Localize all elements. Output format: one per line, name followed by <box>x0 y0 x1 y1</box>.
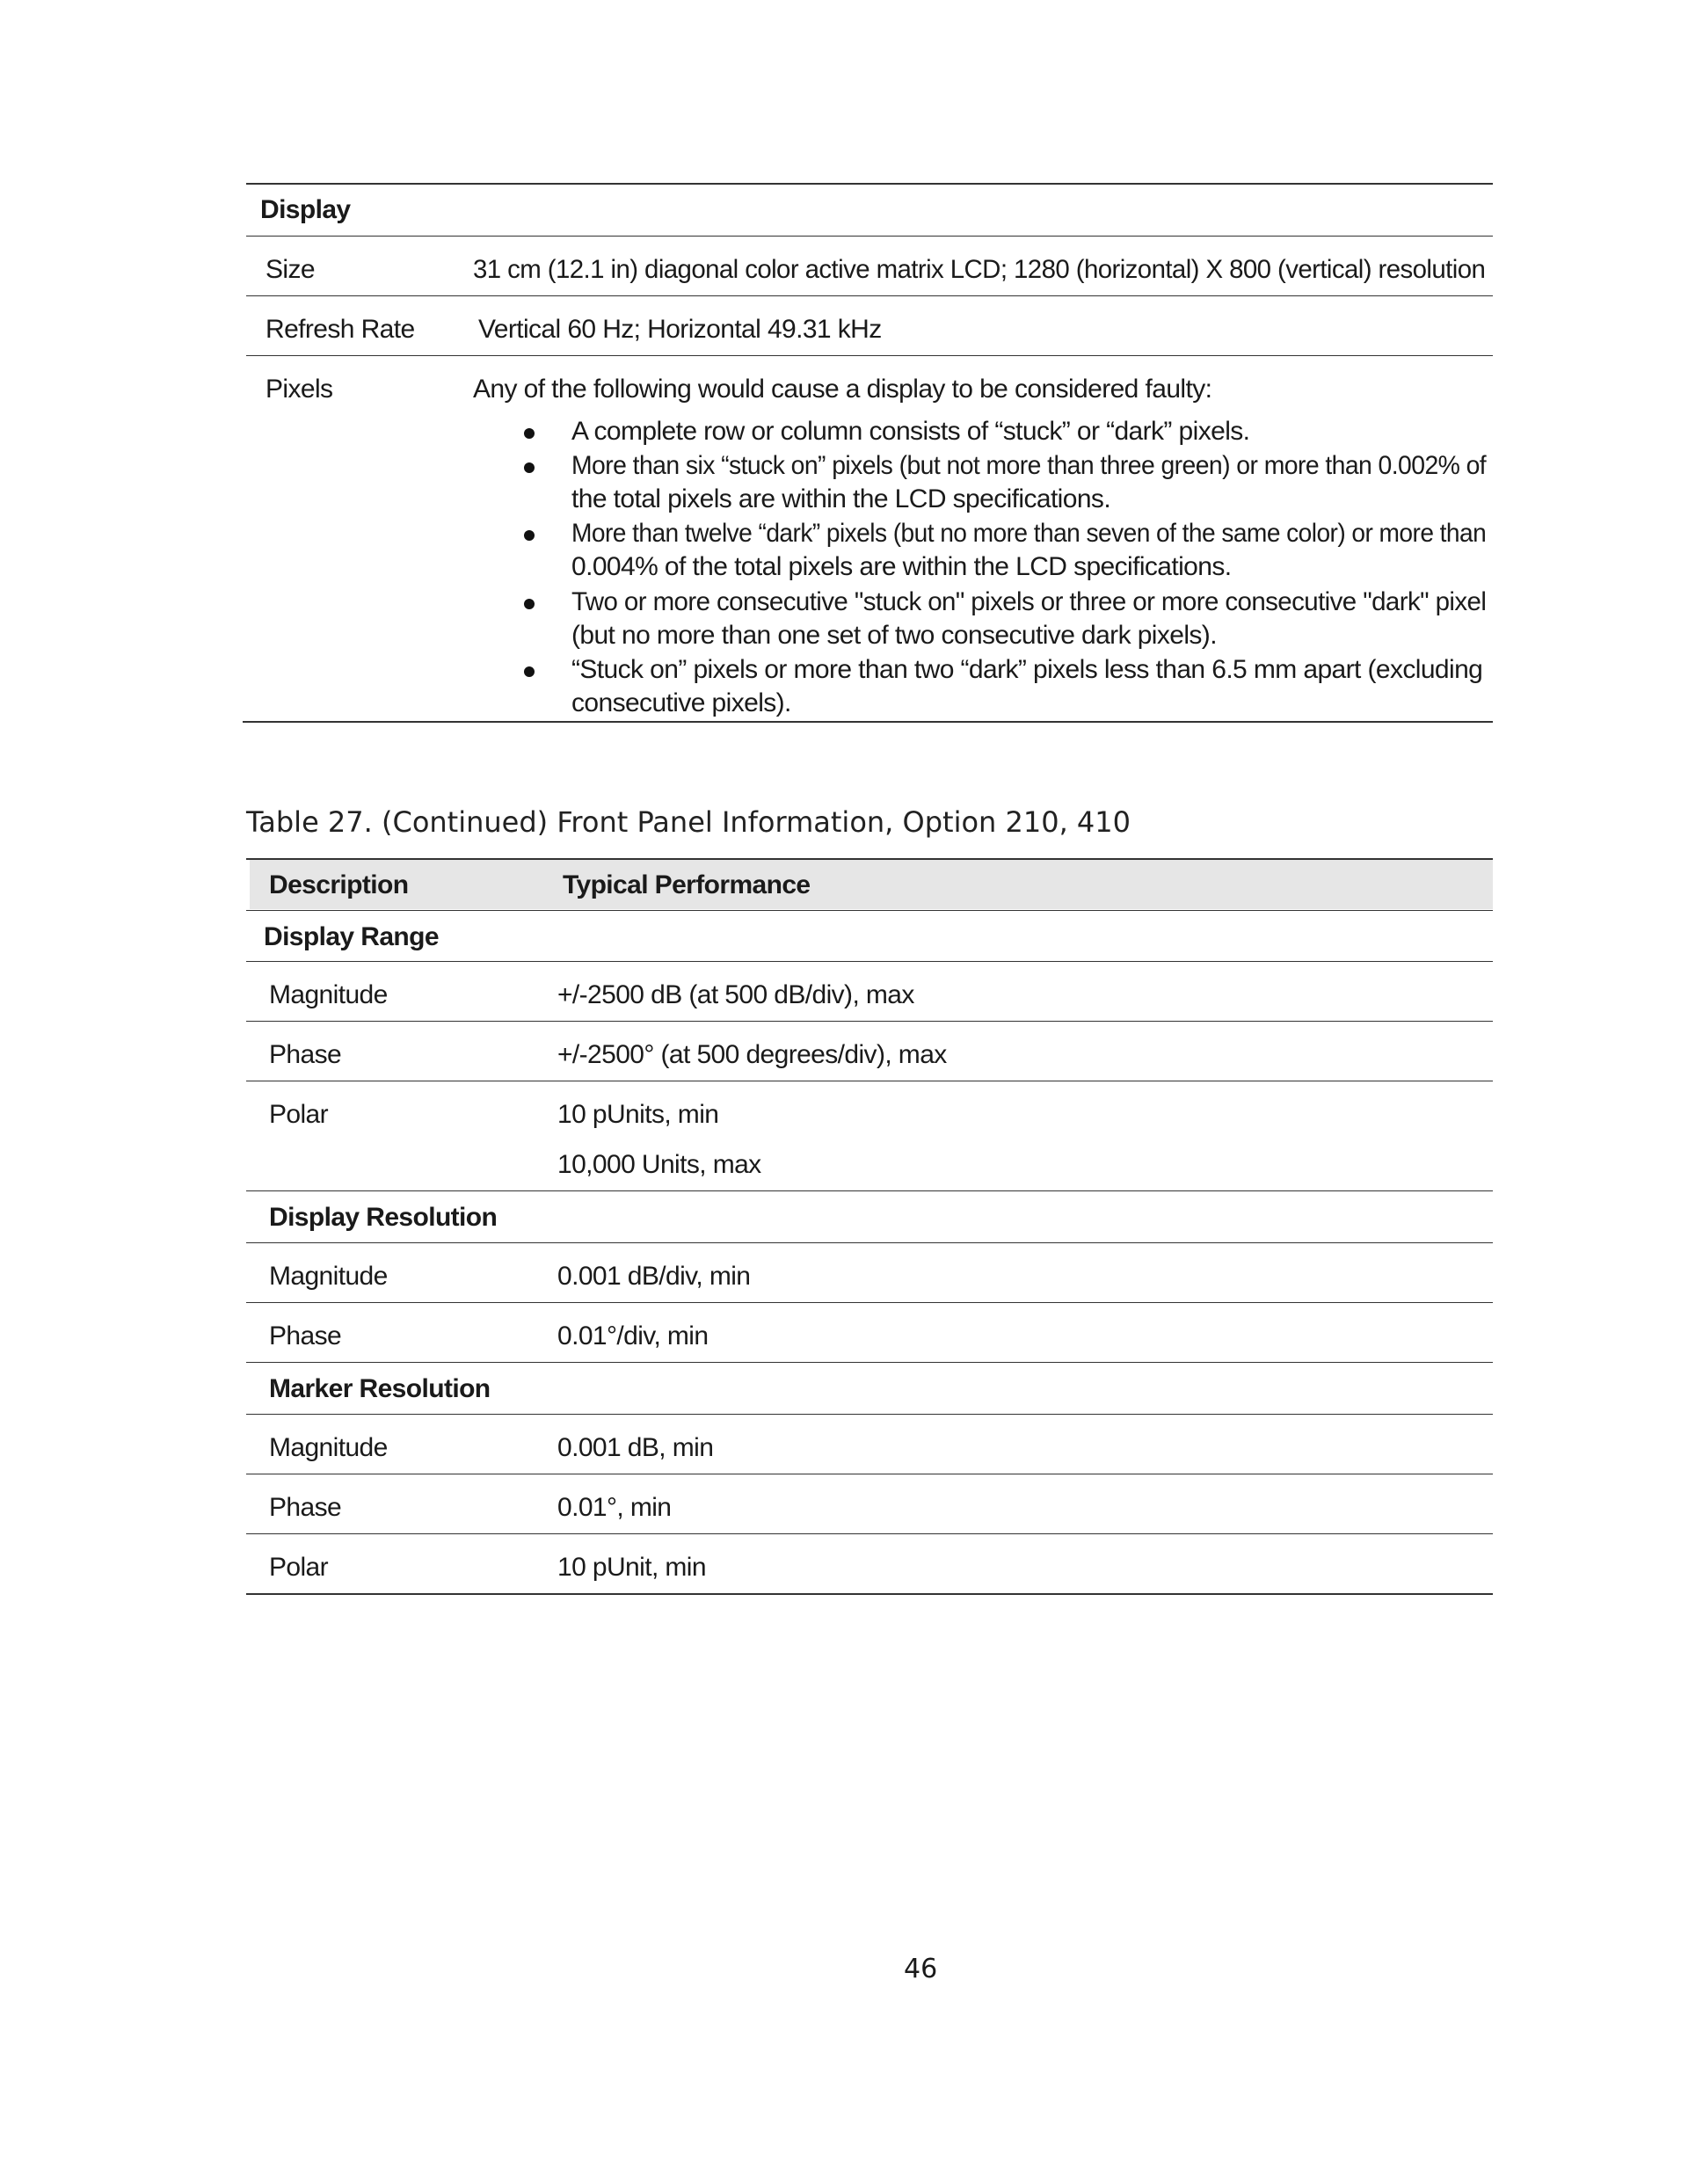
table-bottom-rule <box>243 721 1493 723</box>
row-divider <box>246 1362 1493 1363</box>
bullet-dot <box>524 666 535 677</box>
row-label-magnitude: Magnitude <box>269 1262 388 1291</box>
row-divider <box>246 961 1493 962</box>
row-divider <box>246 1533 1493 1534</box>
row-value-magnitude: +/-2500 dB (at 500 dB/div), max <box>557 980 914 1009</box>
page-number: 46 <box>904 1954 938 1984</box>
row-divider <box>246 236 1493 237</box>
bullet-5-line-1: “Stuck on” pixels or more than two “dark” pixels less than 6.5 mm apart (excluding <box>571 655 1483 684</box>
row-divider <box>246 295 1493 296</box>
column-header-description: Description <box>269 870 409 899</box>
row-divider <box>246 1021 1493 1022</box>
row-value-size: 31 cm (12.1 in) diagonal color active matrix LCD; 1280 (horizontal) X 800 (vertical) resolution <box>473 255 1486 284</box>
row-value-polar-max: 10,000 Units, max <box>557 1150 761 1179</box>
row-divider <box>246 355 1493 356</box>
row-value-magnitude: 0.001 dB, min <box>557 1433 714 1462</box>
row-value-polar-min: 10 pUnits, min <box>557 1100 719 1129</box>
bullet-4-line-2: (but no more than one set of two consecutive dark pixels). <box>571 621 1217 650</box>
row-value-magnitude: 0.001 dB/div, min <box>557 1262 751 1291</box>
row-label-magnitude: Magnitude <box>269 980 388 1009</box>
row-label-polar: Polar <box>269 1100 329 1129</box>
row-value-pixels-intro: Any of the following would cause a display to be considered faulty: <box>473 375 1212 404</box>
table-top-rule <box>246 183 1493 185</box>
row-value-phase: 0.01°, min <box>557 1493 672 1522</box>
row-label-phase: Phase <box>269 1493 342 1522</box>
table-caption: Table 27. (Continued) Front Panel Information, Option 210, 410 <box>246 805 1131 839</box>
row-label-phase: Phase <box>269 1040 342 1069</box>
bullet-1-line-1: A complete row or column consists of “stuck” or “dark” pixels. <box>571 417 1250 446</box>
bullet-3-line-2: 0.004% of the total pixels are within the LCD specifications. <box>571 552 1232 581</box>
bullet-dot <box>524 428 535 439</box>
row-label-phase: Phase <box>269 1321 342 1350</box>
bullet-dot <box>524 530 535 541</box>
row-value-polar: 10 pUnit, min <box>557 1553 706 1582</box>
row-divider <box>246 1302 1493 1303</box>
row-value-phase: +/-2500° (at 500 degrees/div), max <box>557 1040 947 1069</box>
row-label-refresh-rate: Refresh Rate <box>266 315 415 344</box>
bullet-dot <box>524 599 535 609</box>
row-value-refresh-rate: Vertical 60 Hz; Horizontal 49.31 kHz <box>478 315 882 344</box>
section-title-display: Display <box>260 195 351 224</box>
table-bottom-rule <box>246 1593 1493 1595</box>
row-label-pixels: Pixels <box>266 375 333 404</box>
bullet-2-line-2: the total pixels are within the LCD specifications. <box>571 484 1111 513</box>
row-label-size: Size <box>266 255 315 284</box>
bullet-4-line-1: Two or more consecutive "stuck on" pixels or three or more consecutive "dark" pixel <box>571 587 1487 616</box>
row-label-magnitude: Magnitude <box>269 1433 388 1462</box>
row-divider <box>246 1190 1493 1191</box>
bullet-dot <box>524 462 535 473</box>
row-label-polar: Polar <box>269 1553 329 1582</box>
table-header-background <box>250 860 1493 909</box>
section-title-marker-resolution: Marker Resolution <box>269 1374 491 1403</box>
bullet-5-line-2: consecutive pixels). <box>571 688 791 717</box>
bullet-2-line-1: More than six “stuck on” pixels (but not more than three green) or more than 0.002% of <box>571 451 1487 480</box>
section-title-display-range: Display Range <box>264 922 439 951</box>
bullet-3-line-1: More than twelve “dark” pixels (but no more than seven of the same color) or more than <box>571 519 1487 548</box>
column-header-typical-performance: Typical Performance <box>563 870 811 899</box>
section-title-display-resolution: Display Resolution <box>269 1203 498 1232</box>
row-divider <box>246 1414 1493 1415</box>
row-divider <box>246 1242 1493 1243</box>
row-divider <box>246 910 1493 911</box>
row-value-phase: 0.01°/div, min <box>557 1321 709 1350</box>
